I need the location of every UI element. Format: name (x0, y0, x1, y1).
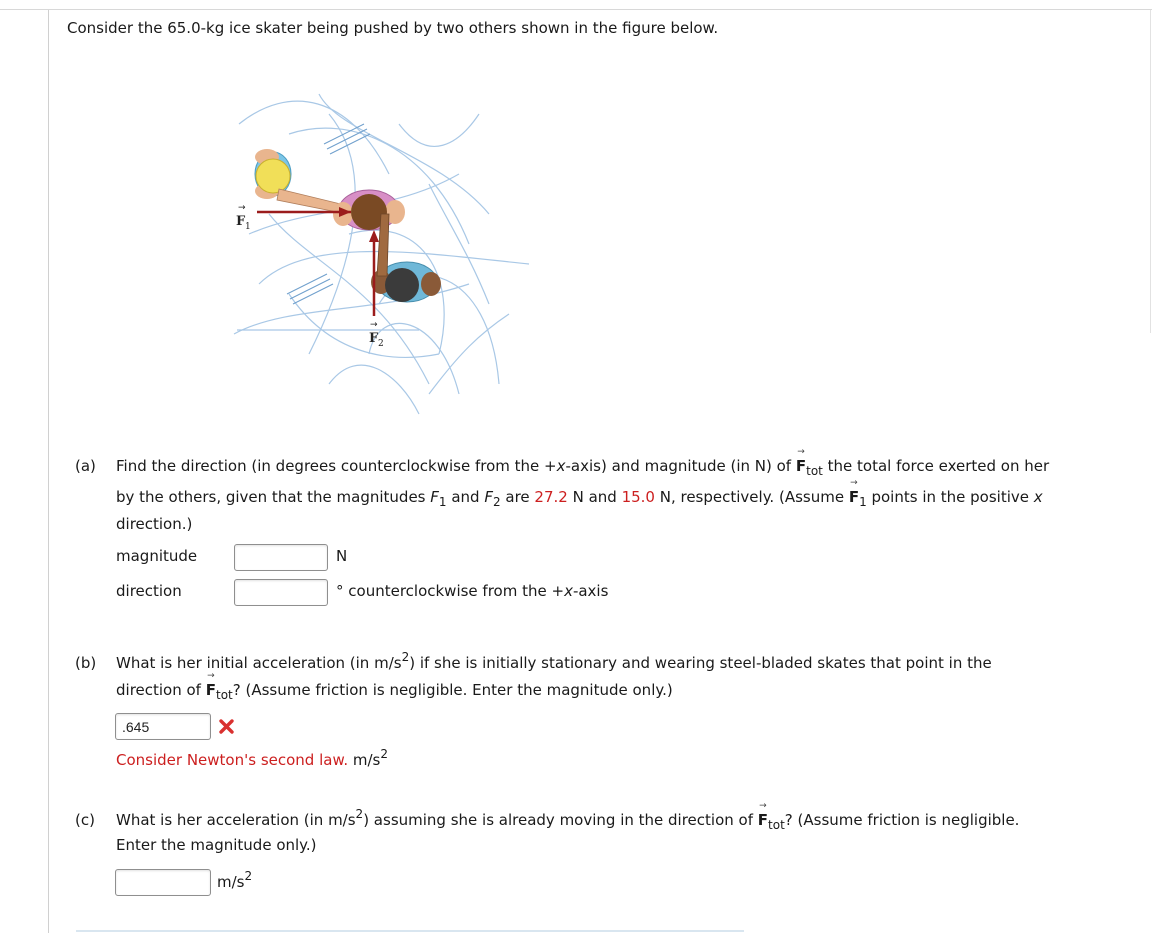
f1-label: F (236, 214, 246, 229)
part-c-answer-input[interactable] (115, 869, 211, 896)
f1-vector: → F (849, 488, 859, 506)
part-b-feedback: Consider Newton's second law. $m/s^2$ (116, 747, 388, 769)
f1-arrow-glyph: → (238, 203, 246, 213)
f2-arrow-glyph: → (370, 320, 378, 330)
skater-blonde (255, 149, 349, 214)
problem-intro: Consider the 65.0-kg ice skater being pushed by two others shown in the figure below. (67, 19, 719, 37)
f2-magnitude-value: 15.0 (621, 488, 655, 506)
part-c-label: (c) (75, 811, 95, 829)
ftot-vector: → F (758, 811, 768, 829)
top-border (0, 9, 1152, 10)
ftot-vector: → F (796, 457, 806, 475)
skater-dark (371, 214, 441, 302)
hint-text: Consider Newton's second law. (116, 751, 349, 769)
part-b-label: (b) (75, 654, 97, 672)
ftot-vector: → F (206, 681, 216, 699)
magnitude-unit: N (336, 547, 348, 565)
incorrect-x-icon (218, 718, 235, 735)
f2-sub: 2 (378, 339, 384, 349)
right-border (1150, 10, 1151, 333)
part-a-line-3: direction.) (116, 515, 193, 533)
direction-label: direction (116, 582, 182, 600)
part-b-answer-input[interactable]: .645 (115, 713, 211, 740)
part-b-line-1: What is her initial acceleration (in $m/s^2$) if she is initially stationary and wearing steel-bladed skates that point in the (116, 650, 992, 672)
magnitude-input[interactable] (234, 544, 328, 571)
part-b-line-2: direction of → $F_{tot}$? (Assume friction is negligible. Enter the magnitude only.) (116, 681, 673, 699)
f1-magnitude-value: 27.2 (534, 488, 568, 506)
skater-figure (229, 54, 535, 430)
skater-illustration (229, 54, 535, 430)
bottom-divider (76, 930, 744, 932)
left-border (48, 10, 49, 933)
part-a-line-2: by the others, given that the magnitudes $F_1$ and $F_2$ are 27.2 N and 15.0 N, respectively. (Assume → $F_1$ points in the positive x (116, 488, 1043, 506)
direction-unit: ° counterclockwise from the +x-axis (336, 582, 609, 600)
part-a-line-1: Find the direction (in degrees counterclockwise from the +x-axis) and magnitude (in N) of → $F_{tot}$ the total force exerted on her (116, 457, 1049, 475)
f2-label: F (369, 331, 379, 346)
magnitude-label: magnitude (116, 547, 198, 565)
part-a-label: (a) (75, 457, 96, 475)
f1-sub: 1 (245, 222, 251, 232)
part-c-unit: $m/s^2$ (217, 869, 253, 891)
direction-input[interactable] (234, 579, 328, 606)
part-c-line-2: Enter the magnitude only.) (116, 836, 317, 854)
part-c-line-1: What is her acceleration (in $m/s^2$) assuming she is already moving in the direction of → $F_{tot}$? (Assume friction is negligible. (116, 811, 1019, 829)
